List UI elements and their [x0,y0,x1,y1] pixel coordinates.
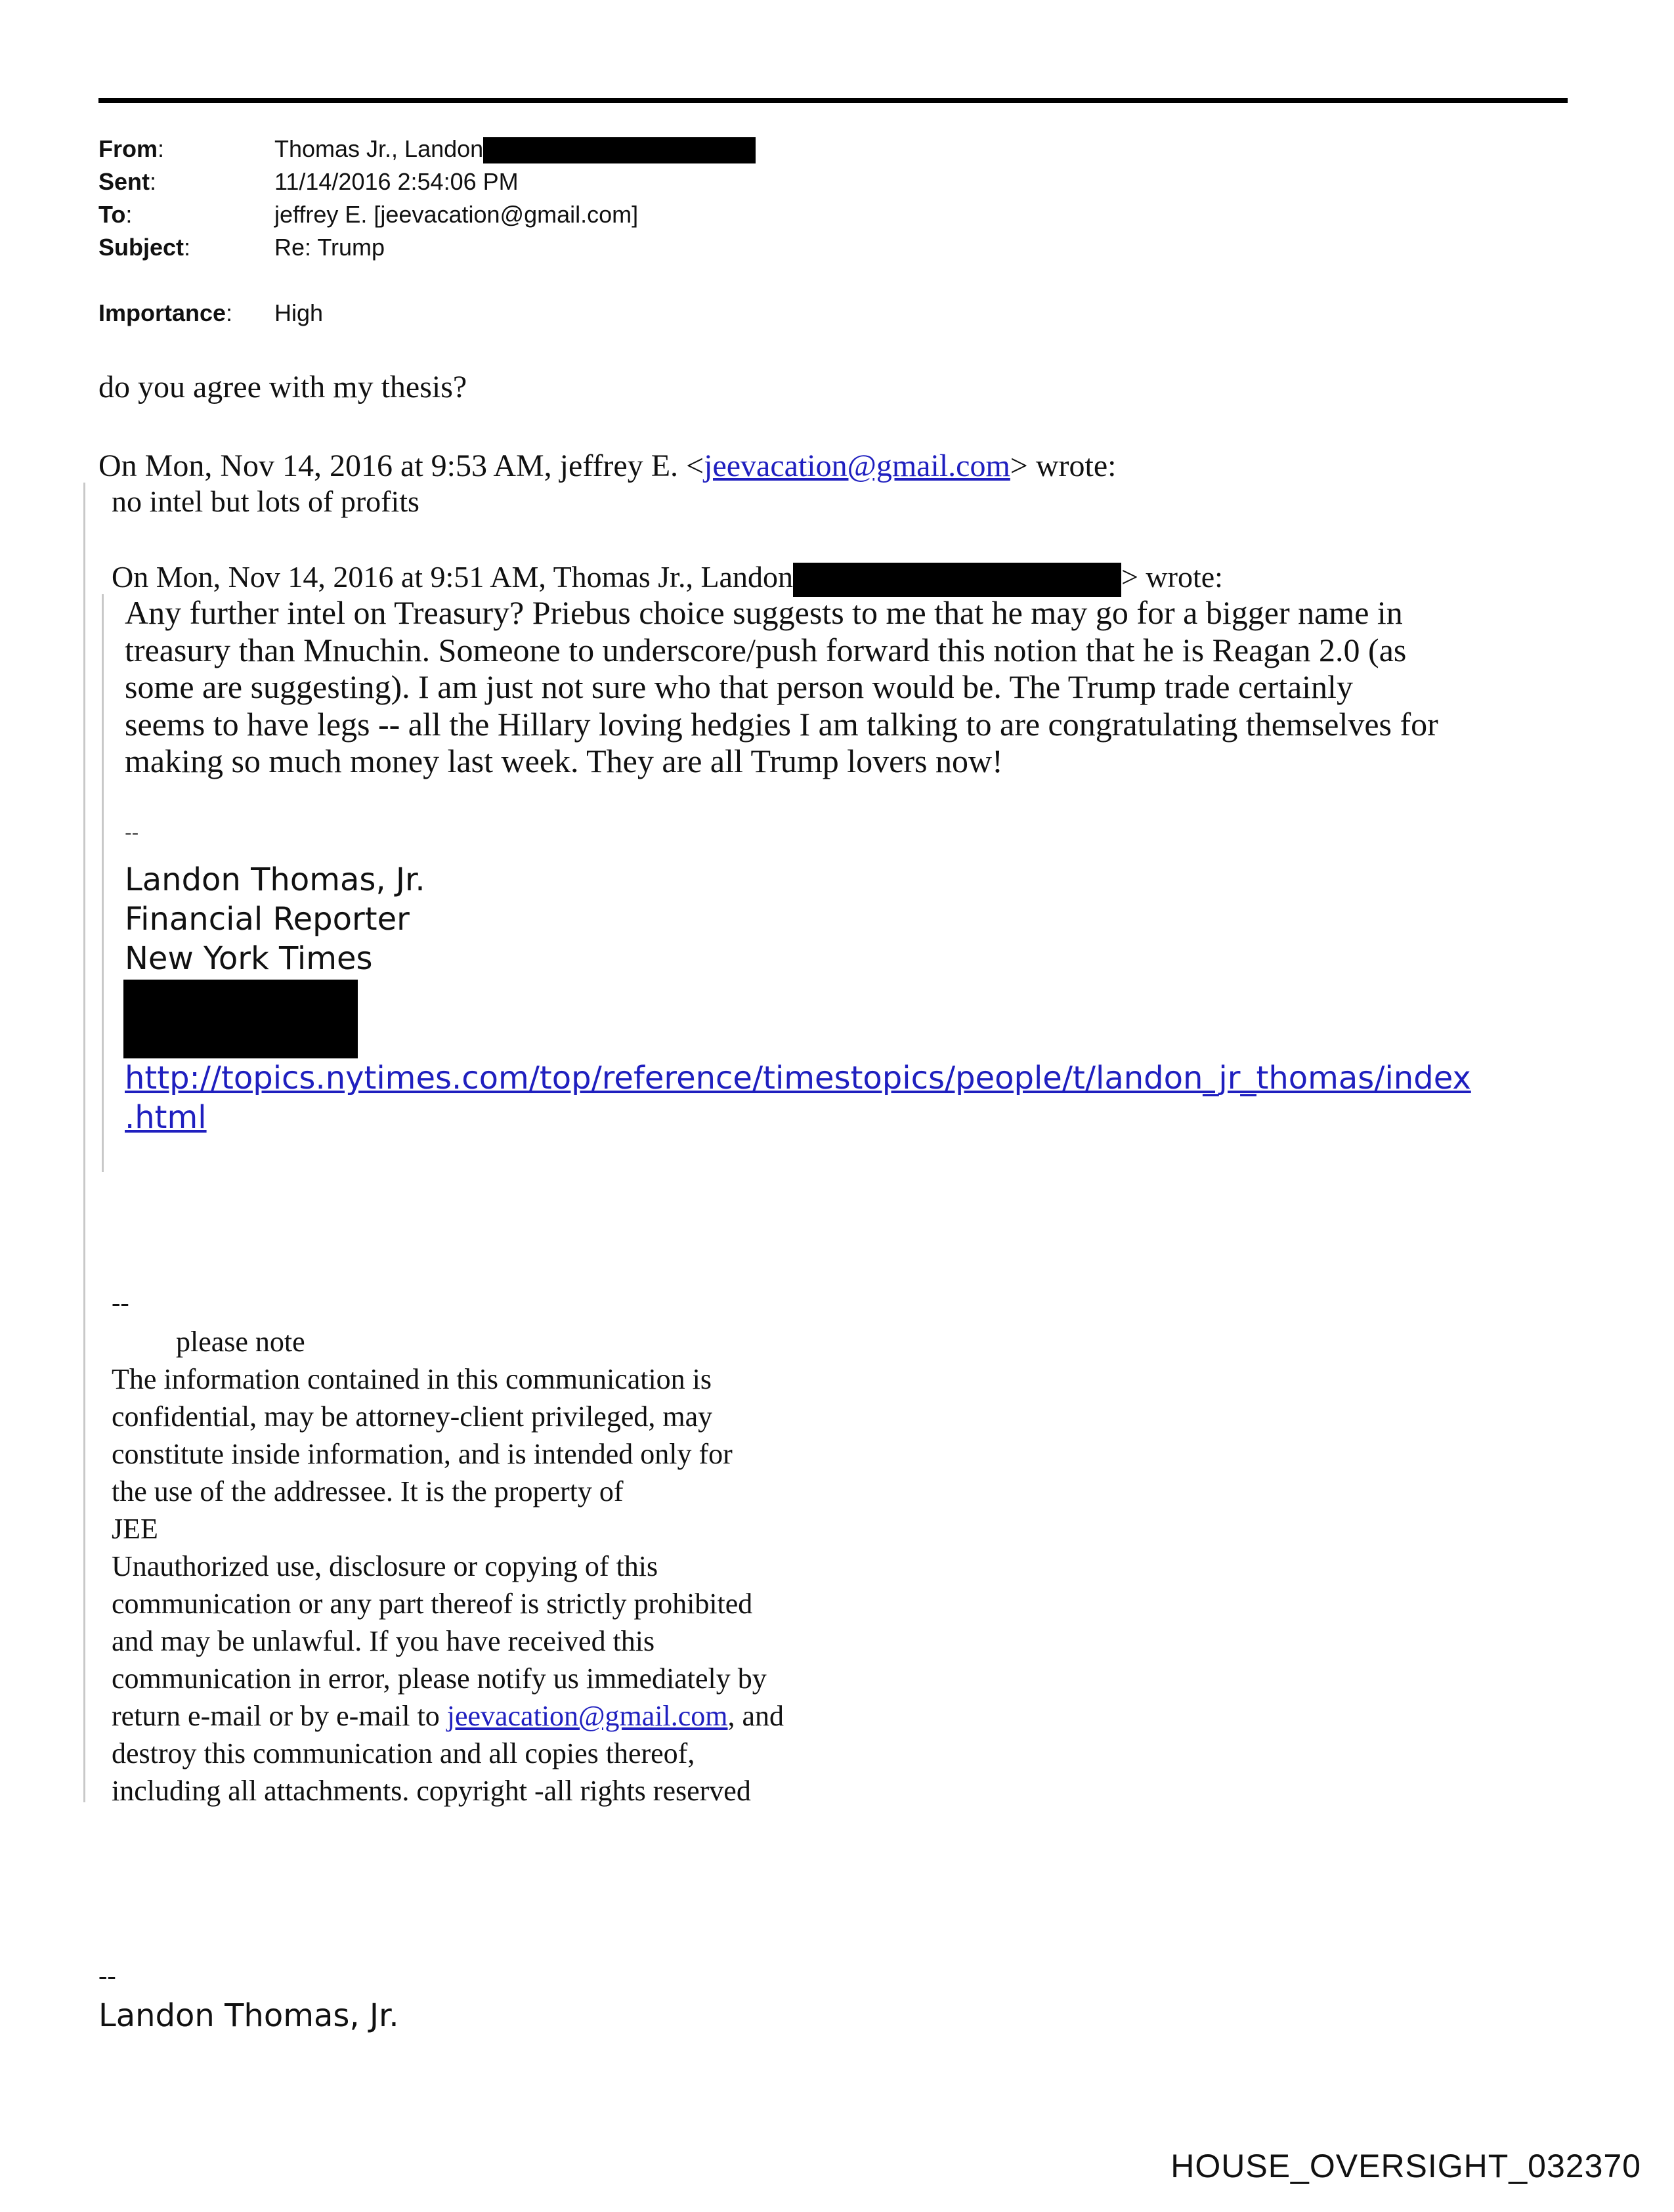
redaction-box [483,137,756,163]
body-message: do you agree with my thesis? [98,370,467,404]
sig-link-line1[interactable]: http://topics.nytimes.com/top/reference/timestopics/people/t/landon_jr_thomas/index [125,1060,1471,1096]
subject-value: Re: Trump [274,234,385,261]
quote2-message [125,594,1438,780]
subject-row: Subject: Re: Trump [98,231,886,264]
quote2-line: some are suggesting). I am just not sure who that person would be. The Trump trade certainly [125,668,1353,705]
sig-org: New York Times [125,940,373,977]
to-label: To [98,201,126,228]
disclaimer-line: including all attachments. copyright -all rights reserved [112,1775,751,1807]
importance-value: High [274,299,324,326]
redaction-box [793,563,1121,597]
signature-dash: -- [98,1961,116,1990]
disclaimer-line: constitute inside information, and is intended only for [112,1438,733,1470]
disclaimer-line: communication or any part thereof is strictly prohibited [112,1588,753,1620]
disclaimer-line: communication in error, please notify us immediately by [112,1662,767,1695]
sent-row: Sent: 11/14/2016 2:54:06 PM [98,165,886,198]
disclaimer-dash: -- [112,1288,129,1317]
importance-label: Importance [98,299,226,326]
to-row: To: jeffrey E. [jeevacation@gmail.com] [98,198,886,231]
disclaimer-note: please note [176,1326,305,1358]
disclaimer-line: and may be unlawful. If you have received this [112,1625,655,1657]
disclaimer-body [112,1360,784,1810]
disclaimer-email-link[interactable]: jeevacation@gmail.com [446,1700,728,1732]
from-value: Thomas Jr., Landon [274,135,484,162]
disclaimer-line: confidential, may be attorney-client privileged, may [112,1400,713,1433]
disclaimer-line: The information contained in this communication is [112,1363,712,1395]
signature-name: Landon Thomas, Jr. [98,1997,399,2034]
sent-label: Sent [98,168,150,195]
subject-label: Subject [98,234,184,261]
disclaimer-line: destroy this communication and all copies thereof, [112,1737,695,1769]
sig-link-line2[interactable]: .html [125,1099,207,1136]
quote2-signature [125,860,425,978]
quote2-line: Any further intel on Treasury? Priebus choice suggests to me that he may go for a bigger name in [125,594,1403,631]
from-label: From [98,135,158,162]
disclaimer-email-line: return e-mail or by e-mail to jeevacation@gmail.com, and [112,1700,784,1732]
quote2-line: making so much money last week. They are all Trump lovers now! [125,743,1003,779]
quote2-line: treasury than Mnuchin. Someone to underscore/push forward this notion that he is Reagan 2.0 (as [125,631,1407,668]
disclaimer-line: Unauthorized use, disclosure or copying of this [112,1550,658,1582]
from-row: From: Thomas Jr., Landon [98,133,886,165]
quote2-bar [102,594,104,1172]
quote1-message: no intel but lots of profits [112,485,419,518]
sent-value: 11/14/2016 2:54:06 PM [274,168,519,195]
importance-row: Importance: High [98,297,886,330]
sig-profile-link[interactable] [125,1058,1471,1137]
quote2-sig-dash: -- [125,821,139,844]
to-value: jeffrey E. [jeevacation@gmail.com] [274,201,639,228]
quote1-email-link[interactable]: jeevacation@gmail.com [704,448,1010,483]
disclaimer-line: the use of the addressee. It is the property of [112,1475,624,1507]
sig-title: Financial Reporter [125,901,410,938]
sig-name: Landon Thomas, Jr. [125,861,425,898]
quote2-attribution: On Mon, Nov 14, 2016 at 9:51 AM, Thomas Jr., Landon > wrote: [112,558,1223,597]
quote1-attribution: On Mon, Nov 14, 2016 at 9:53 AM, jeffrey E. <jeevacation@gmail.com> wrote: [98,448,1117,483]
redaction-box [123,980,358,1058]
disclaimer-line: JEE [112,1513,158,1545]
bates-number: HOUSE_OVERSIGHT_032370 [1170,2148,1641,2184]
quote1-bar [83,483,85,1802]
header-rule [98,98,1568,103]
quote2-line: seems to have legs -- all the Hillary loving hedgies I am talking to are congratulating themselves for [125,705,1438,743]
